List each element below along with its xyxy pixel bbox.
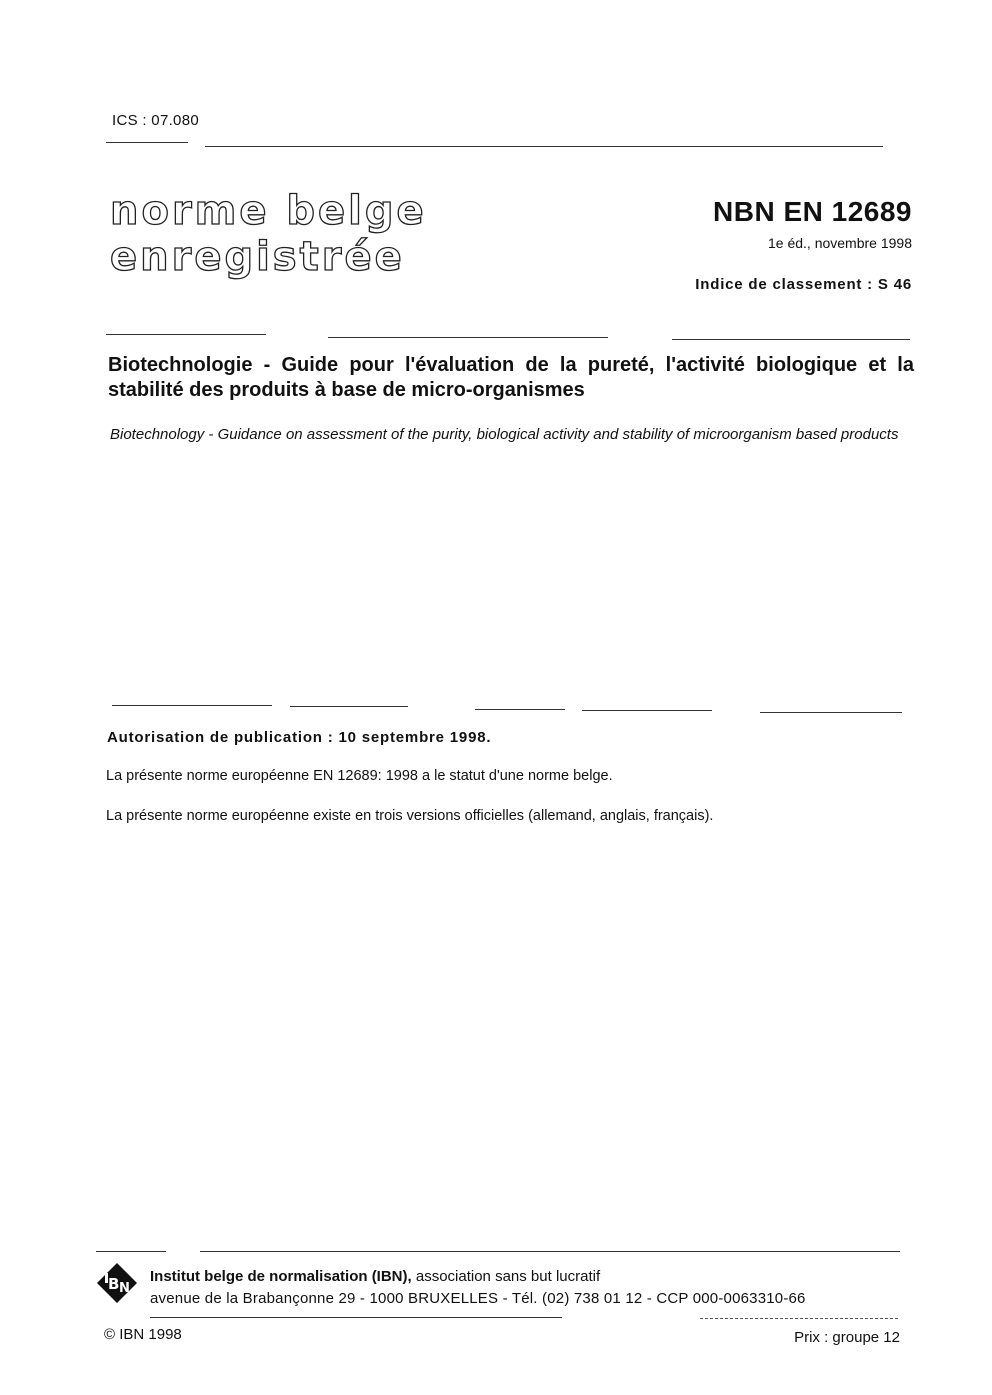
brand-line-2: enregistrée xyxy=(110,234,405,280)
ibn-logo-icon xyxy=(96,1262,138,1304)
publication-rule xyxy=(760,712,902,713)
ics-code: ICS : 07.080 xyxy=(112,112,199,129)
price-group: Prix : groupe 12 xyxy=(794,1329,900,1346)
brand-line-1: norme belge xyxy=(110,188,427,234)
footer-bottom-rule xyxy=(700,1318,898,1319)
standard-number: NBN EN 12689 xyxy=(713,196,912,227)
publication-rule xyxy=(290,706,408,707)
institute-name: Institut belge de normalisation (IBN), xyxy=(150,1268,412,1285)
statut-statement: La présente norme européenne EN 12689: 1998 a le statut d'une norme belge. xyxy=(106,768,613,784)
publication-rule xyxy=(582,710,712,711)
svg-text:N: N xyxy=(119,1281,130,1296)
title-rule xyxy=(106,334,266,335)
title-french: Biotechnologie - Guide pour l'évaluation de la pureté, l'activité biologique et la stabilité des produits à base de micro-organismes xyxy=(108,354,914,401)
publication-authorisation: Autorisation de publication : 10 septembre 1998. xyxy=(107,729,492,746)
header-rule xyxy=(205,146,883,147)
publication-rule xyxy=(475,709,565,710)
classification-index: Indice de classement : S 46 xyxy=(695,276,912,293)
footer-rule xyxy=(200,1251,900,1252)
institute-address: avenue de la Brabançonne 29 - 1000 BRUXELLES - Tél. (02) 738 01 12 - CCP 000-0063310-66 xyxy=(150,1290,806,1307)
footer-rule xyxy=(96,1251,166,1252)
edition: 1e éd., novembre 1998 xyxy=(768,235,912,251)
svg-text:B: B xyxy=(108,1275,120,1293)
footer-bottom-rule xyxy=(150,1317,562,1318)
publication-rule xyxy=(112,705,272,706)
title-rule xyxy=(672,339,910,340)
versions-statement: La présente norme européenne existe en trois versions officielles (allemand, anglais, français). xyxy=(106,808,714,824)
title-english: Biotechnology - Guidance on assessment of the purity, biological activity and stability of microorganism based products xyxy=(110,426,899,443)
header-rule xyxy=(106,142,188,143)
institute-description: association sans but lucratif xyxy=(411,1268,601,1285)
copyright: © IBN 1998 xyxy=(104,1326,182,1343)
institute-line xyxy=(150,1268,600,1285)
title-rule xyxy=(328,337,608,338)
